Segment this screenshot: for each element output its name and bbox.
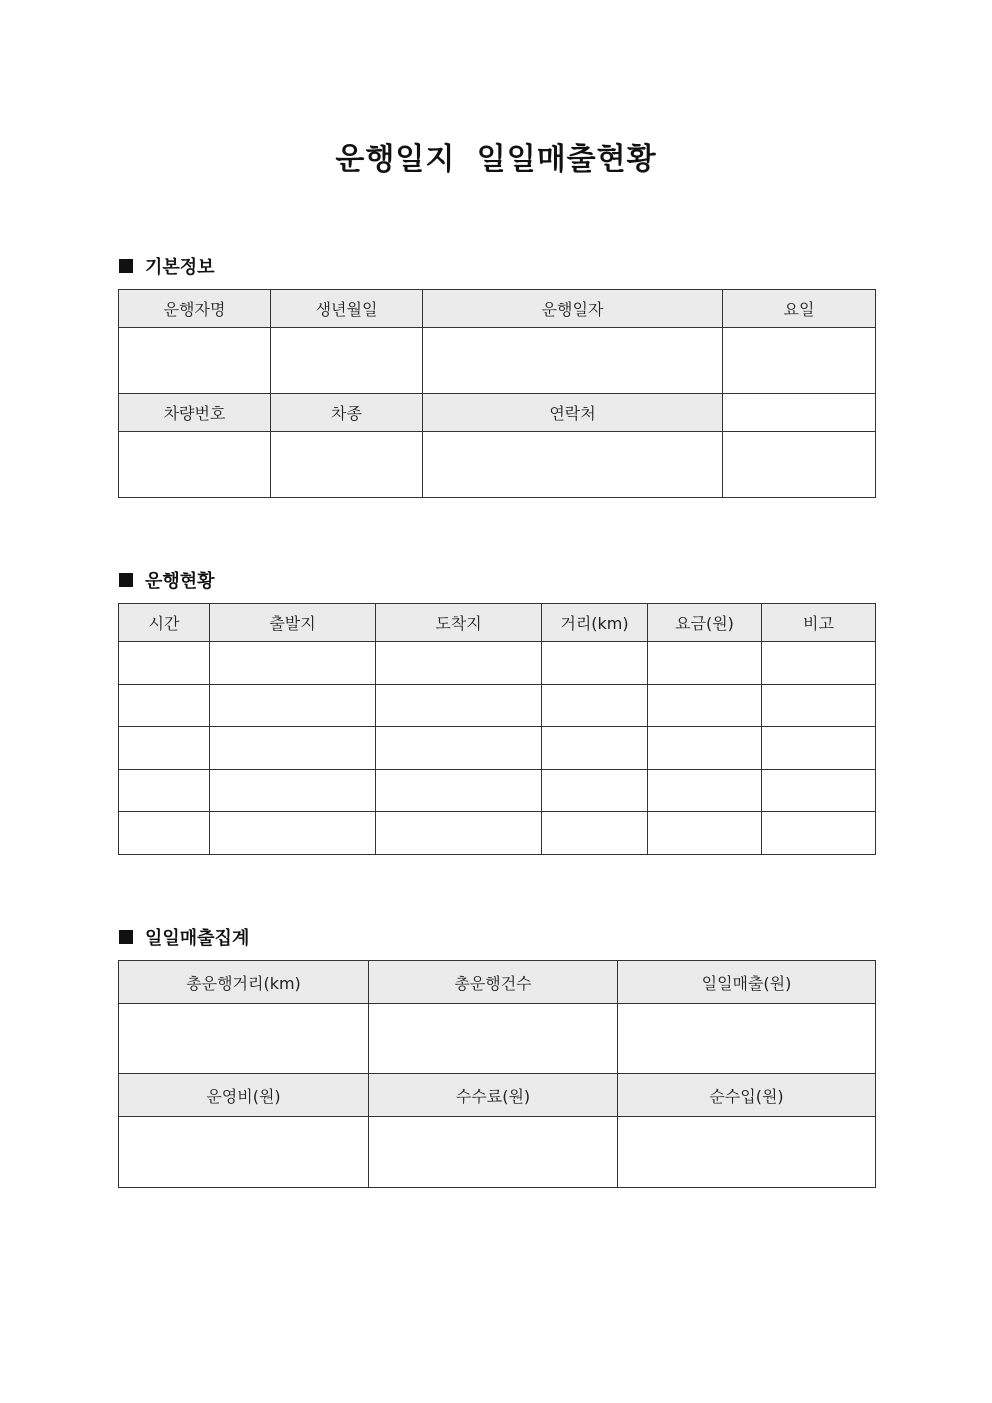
header-driver-name: 운행자명 xyxy=(119,290,271,328)
note-cell[interactable] xyxy=(762,642,876,685)
section-heading-basic-info xyxy=(119,253,215,279)
destination-cell[interactable] xyxy=(376,642,542,685)
vehicle-type-field[interactable] xyxy=(271,432,423,498)
note-cell[interactable] xyxy=(762,770,876,812)
destination-cell[interactable] xyxy=(376,727,542,770)
section-heading-operation-status xyxy=(119,567,215,593)
table-row xyxy=(119,770,876,812)
header-commission: 수수료(원) xyxy=(369,1074,618,1117)
header-row xyxy=(119,290,876,328)
header-row xyxy=(119,394,876,432)
header-operating-cost: 운영비(원) xyxy=(119,1074,369,1117)
square-bullet-icon xyxy=(119,259,133,273)
header-total-distance: 총운행거리(km) xyxy=(119,961,369,1004)
header-row xyxy=(119,961,876,1004)
departure-cell[interactable] xyxy=(210,727,376,770)
header-row xyxy=(119,1074,876,1117)
destination-cell[interactable] xyxy=(376,685,542,727)
departure-cell[interactable] xyxy=(210,812,376,855)
page-title: 운행일지 일일매출현황 xyxy=(335,142,657,177)
square-bullet-icon xyxy=(119,930,133,944)
header-net-income: 순수입(원) xyxy=(618,1074,876,1117)
header-distance: 거리(km) xyxy=(542,604,648,642)
time-cell[interactable] xyxy=(119,727,210,770)
header-time: 시간 xyxy=(119,604,210,642)
departure-cell[interactable] xyxy=(210,642,376,685)
fare-cell[interactable] xyxy=(648,727,762,770)
header-vehicle-type: 차종 xyxy=(271,394,423,432)
distance-cell[interactable] xyxy=(542,727,648,770)
header-row xyxy=(119,604,876,642)
daily-sales-summary-table xyxy=(118,960,876,1188)
operating-cost-field[interactable] xyxy=(119,1117,369,1188)
header-fare: 요금(원) xyxy=(648,604,762,642)
table-row xyxy=(119,812,876,855)
commission-field[interactable] xyxy=(369,1117,618,1188)
fare-cell[interactable] xyxy=(648,685,762,727)
departure-cell[interactable] xyxy=(210,685,376,727)
table-row xyxy=(119,642,876,685)
header-total-trips: 총운행건수 xyxy=(369,961,618,1004)
day-of-week-field[interactable] xyxy=(723,328,876,394)
header-note: 비고 xyxy=(762,604,876,642)
contact-field[interactable] xyxy=(423,432,723,498)
net-income-field[interactable] xyxy=(618,1117,876,1188)
fare-cell[interactable] xyxy=(648,812,762,855)
time-cell[interactable] xyxy=(119,685,210,727)
daily-sales-field[interactable] xyxy=(618,1004,876,1074)
header-birth-date: 생년월일 xyxy=(271,290,423,328)
section-heading-text: 일일매출집계 xyxy=(145,928,250,949)
total-distance-field[interactable] xyxy=(119,1004,369,1074)
note-cell[interactable] xyxy=(762,685,876,727)
fare-cell[interactable] xyxy=(648,770,762,812)
distance-cell[interactable] xyxy=(542,685,648,727)
header-daily-sales: 일일매출(원) xyxy=(618,961,876,1004)
input-row xyxy=(119,1117,876,1188)
distance-cell[interactable] xyxy=(542,770,648,812)
section-heading-text: 기본정보 xyxy=(145,257,215,278)
table-row xyxy=(119,727,876,770)
basic-info-table xyxy=(118,289,876,498)
header-destination: 도착지 xyxy=(376,604,542,642)
header-contact: 연락처 xyxy=(423,394,723,432)
extra-field-2[interactable] xyxy=(723,432,876,498)
fare-cell[interactable] xyxy=(648,642,762,685)
note-cell[interactable] xyxy=(762,727,876,770)
input-row xyxy=(119,1004,876,1074)
extra-field[interactable] xyxy=(723,394,876,432)
vehicle-number-field[interactable] xyxy=(119,432,271,498)
time-cell[interactable] xyxy=(119,770,210,812)
driver-name-field[interactable] xyxy=(119,328,271,394)
time-cell[interactable] xyxy=(119,642,210,685)
time-cell[interactable] xyxy=(119,812,210,855)
destination-cell[interactable] xyxy=(376,812,542,855)
header-operation-date: 운행일자 xyxy=(423,290,723,328)
header-vehicle-number: 차량번호 xyxy=(119,394,271,432)
destination-cell[interactable] xyxy=(376,770,542,812)
operation-date-field[interactable] xyxy=(423,328,723,394)
birth-date-field[interactable] xyxy=(271,328,423,394)
section-heading-text: 운행현황 xyxy=(145,571,215,592)
distance-cell[interactable] xyxy=(542,642,648,685)
header-departure: 출발지 xyxy=(210,604,376,642)
table-row xyxy=(119,685,876,727)
section-heading-daily-sales-summary xyxy=(119,924,249,950)
square-bullet-icon xyxy=(119,573,133,587)
operation-status-table xyxy=(118,603,876,855)
input-row xyxy=(119,328,876,394)
total-trips-field[interactable] xyxy=(369,1004,618,1074)
note-cell[interactable] xyxy=(762,812,876,855)
header-day-of-week: 요일 xyxy=(723,290,876,328)
departure-cell[interactable] xyxy=(210,770,376,812)
distance-cell[interactable] xyxy=(542,812,648,855)
input-row xyxy=(119,432,876,498)
